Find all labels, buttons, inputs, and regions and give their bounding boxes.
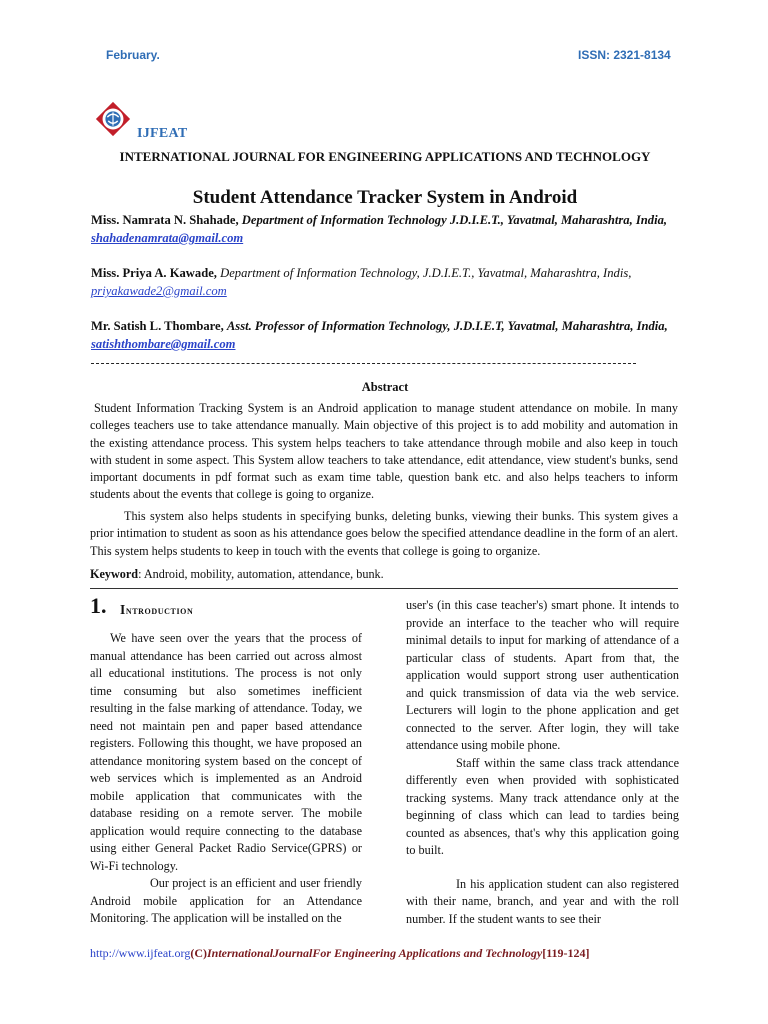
keywords-label: Keyword [90,567,139,581]
author-2 [91,264,671,300]
abstract-paragraph-1: Student Information Tracking System is an Android application to manage student attendance on mobile. In many colleges teachers use to take attendance manually. Main objective of this project is to add mobility and automation in the existing attendance process. This system helps teachers to take attendance through mobile and also keep in touch with student in some aspect. This System allow teachers to take attendance, edit attendance, view student's bunks, send important documents in pdf format such as exam time table, question bank etc. and also helps teachers to inform students about the events that college is going to organize. [90,401,678,502]
author-name: Mr. Satish L. Thombare, [91,319,224,333]
abstract-heading: Abstract [361,380,409,394]
keywords [90,567,384,582]
author-1 [91,211,671,247]
keywords-text: : Android, mobility, automation, attendance, bunk. [138,567,384,581]
section-number: 1. [90,593,107,618]
author-name: Miss. Namrata N. Shahade, [91,213,239,227]
right-column [406,597,679,928]
intro-paragraph-5: In his application student can also registered with their name, branch, and year and with the roll number. If the student wants to see their [406,876,679,926]
header-issn: ISSN: 2321-8134 [578,48,671,62]
journal-abbrev: IJFEAT [137,126,188,141]
journal-logo-icon [94,100,132,138]
page-footer [90,946,590,961]
author-email-link[interactable]: satishthombare@gmail.com [91,337,236,351]
footer-pages: [119-124] [542,946,590,960]
section-divider [90,588,678,589]
abstract-paragraph-2: This system also helps students in specifying bunks, deleting bunks, viewing their bunks. This system gives a prior intimation to student as soon as his attendance goes below the specified attendance deadline in the form of an alert. This system helps students to keep in touch with the events that college is going to organize. [90,509,678,558]
section-title: Introduction [120,602,194,617]
footer-url-link[interactable]: http://www.ijfeat.org [90,946,191,960]
paper-title: Student Attendance Tracker System in Android [192,187,578,208]
left-column [90,630,362,928]
author-affiliation: Department of Information Technology, J.D.I.E.T., Yavatmal, Maharashtra, Indis, [220,266,632,280]
author-email-link[interactable]: priyakawade2@gmail.com [91,284,227,298]
intro-paragraph-1: We have seen over the years that the process of manual attendance has been carried out across almost all educational institutions. The process is not only time consuming but also sometimes inefficient resulting in the false marking of attendance. Today, we need not maintain pen and paper based attendance registers. Following this thought, we have proposed an attendance monitoring system based on the concept of web services which is implemented as an Android mobile application that communicates with the database residing on a remote server. The mobile application would require connecting to the database using either General Packet Radio Service(GPRS) or Wi-Fi technology. [90,631,362,873]
journal-name: INTERNATIONAL JOURNAL FOR ENGINEERING APPLICATIONS AND TECHNOLOGY [119,149,651,164]
author-name: Miss. Priya A. Kawade, [91,266,217,280]
footer-copyright: (C) [190,946,207,960]
intro-paragraph-4: Staff within the same class track attendance differently even when provided with sophisticated tracking systems. Many track attendance only at the beginning of class which can lead to tardies being counted as absences, that's why this application going to built. [406,755,679,857]
intro-paragraph-3: user's (in this case teacher's) smart phone. It intends to provide an interface to the teacher who will require minimal details to input for marking of attendance of a particular class of students. Apart from that, the application would support strong user authentication and quick transmission of data via the web service. Lecturers will login to the phone application and get connected to the server. After login, they will take attendance using mobile phone. [406,598,679,752]
author-3 [91,317,671,353]
intro-paragraph-2: Our project is an efficient and user friendly Android mobile application for an Attendance Monitoring. The application will be installed on the [90,876,362,925]
author-affiliation: Asst. Professor of Information Technology, J.D.I.E.T, Yavatmal, Maharashtra, India, [226,319,668,333]
footer-journal-name: InternationalJournalFor Engineering Applications and Technology [207,946,543,960]
header-month: February. [106,48,160,62]
author-email-link[interactable]: shahadenamrata@gmail.com [91,231,244,245]
dashed-divider [91,363,636,364]
author-affiliation: Department of Information Technology J.D.I.E.T., Yavatmal, Maharashtra, India, [241,213,668,227]
